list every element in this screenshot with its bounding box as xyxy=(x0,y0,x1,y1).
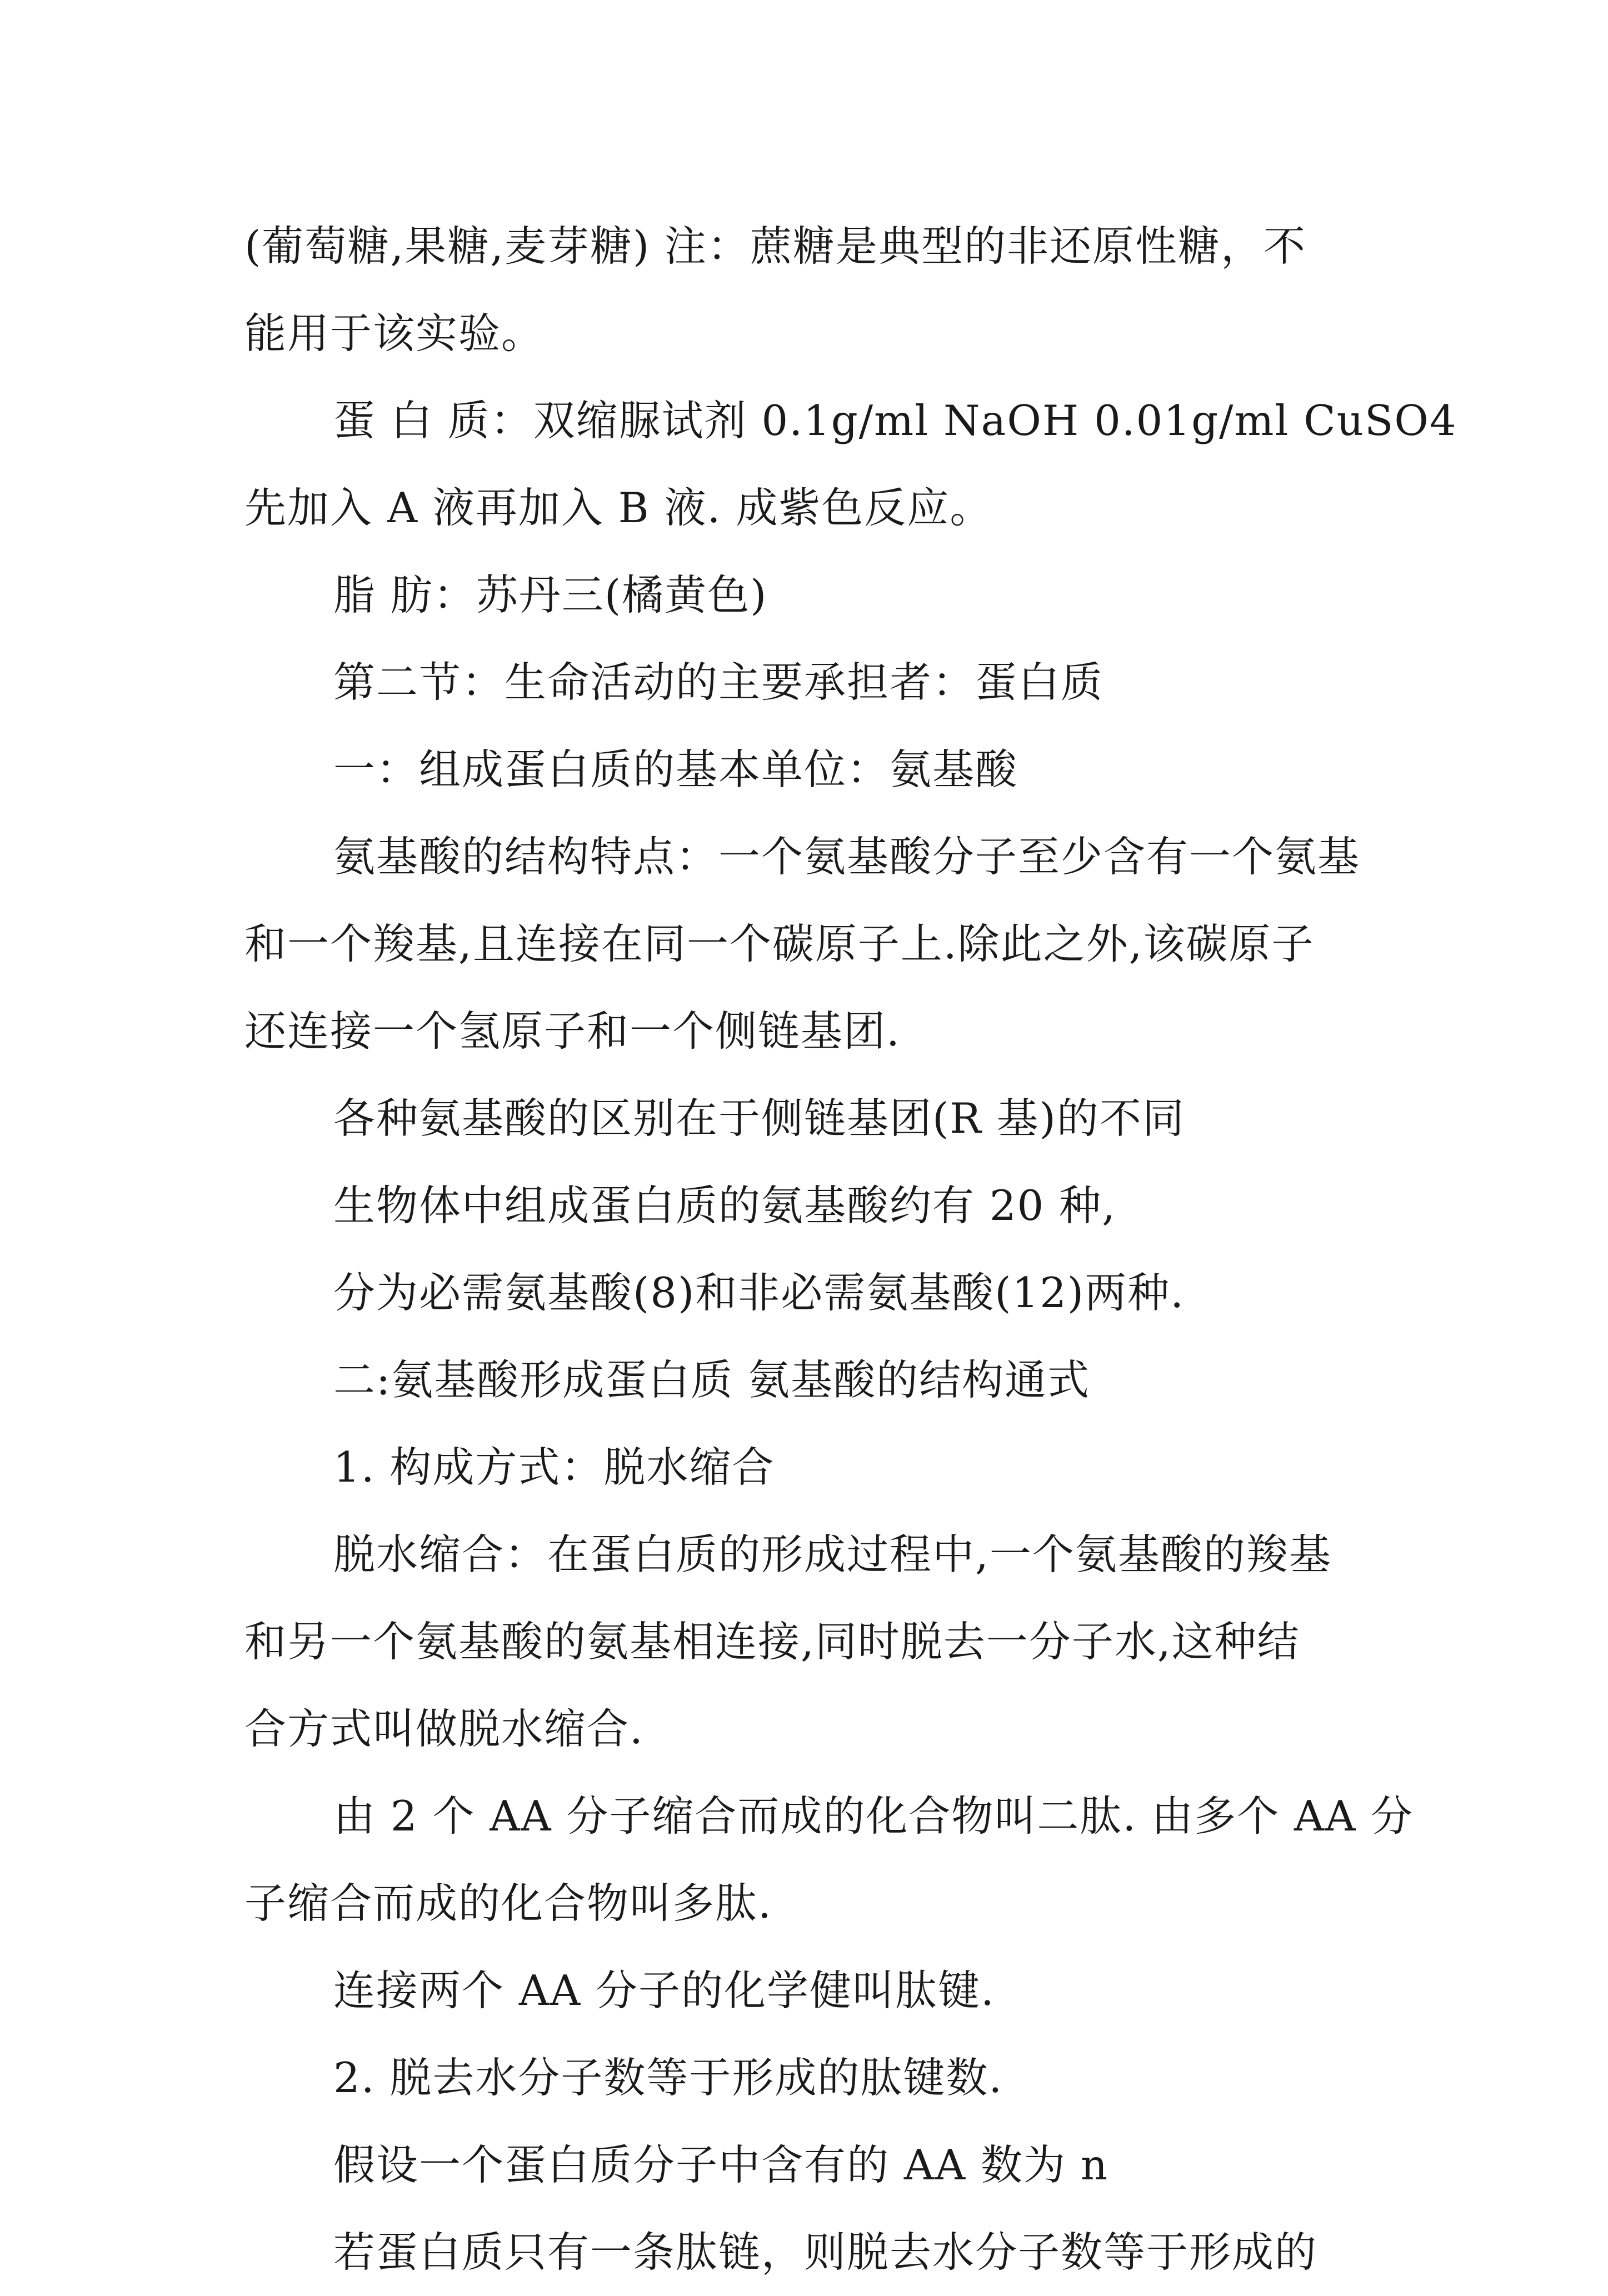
text-line: 和另一个氨基酸的氨基相连接,同时脱去一分子水,这种结 xyxy=(244,1617,1300,1666)
paragraph-reducing-sugar xyxy=(244,203,1361,377)
text-line: 还连接一个氢原子和一个侧链基团. xyxy=(244,1007,901,1056)
text-line: 氨基酸的结构特点：一个氨基酸分子至少含有一个氨基 xyxy=(333,832,1361,881)
paragraph-essential xyxy=(244,1249,1361,1337)
text-line: 分为必需氨基酸(8)和非必需氨基酸(12)两种. xyxy=(333,1268,1185,1317)
document-body xyxy=(244,203,1457,2296)
paragraph-water-count xyxy=(244,2034,1361,2122)
subheading-method xyxy=(244,1424,1361,1511)
paragraph-peptide-bond xyxy=(244,1947,1361,2034)
text-line: 连接两个 AA 分子的化学健叫肽键. xyxy=(333,1966,995,2015)
text-line: 生物体中组成蛋白质的氨基酸约有 20 种, xyxy=(333,1181,1116,1230)
paragraph-structure xyxy=(244,813,1361,1075)
section-heading-2 xyxy=(244,639,1361,726)
paragraph-fat-test xyxy=(244,552,1361,639)
text-line: 先加入 A 液再加入 B 液. 成紫色反应。 xyxy=(244,483,993,532)
text-line: 一：组成蛋白质的基本单位：氨基酸 xyxy=(333,745,1018,794)
text-line: 蛋 白 质：双缩脲试剂 0.1g/ml NaOH 0.01g/ml CuSO4 xyxy=(333,396,1457,445)
text-line: 和一个羧基,且连接在同一个碳原子上.除此之外,该碳原子 xyxy=(244,919,1315,968)
text-line: (葡萄糖,果糖,麦芽糖) 注：蔗糖是典型的非还原性糖，不 xyxy=(244,222,1307,271)
text-line: 脂 肪：苏丹三(橘黄色) xyxy=(333,571,768,619)
text-line: 能用于该实验。 xyxy=(244,309,545,358)
paragraph-r-group xyxy=(244,1075,1361,1162)
paragraph-single-chain xyxy=(244,2209,1361,2296)
paragraph-protein-test xyxy=(244,377,1457,552)
text-line: 脱水缩合：在蛋白质的形成过程中,一个氨基酸的羧基 xyxy=(333,1530,1332,1579)
text-line: 由 2 个 AA 分子缩合而成的化合物叫二肽. 由多个 AA 分 xyxy=(333,1792,1414,1840)
text-line: 二:氨基酸形成蛋白质 氨基酸的结构通式 xyxy=(333,1355,1091,1404)
text-line: 第二节：生命活动的主要承担者：蛋白质 xyxy=(333,658,1104,707)
text-line: 合方式叫做脱水缩合. xyxy=(244,1704,644,1753)
paragraph-peptide xyxy=(244,1773,1414,1947)
text-line: 假设一个蛋白质分子中含有的 AA 数为 n xyxy=(333,2140,1109,2189)
text-line: 2. 脱去水分子数等于形成的肽键数. xyxy=(333,2053,1003,2102)
subheading-formation xyxy=(244,1337,1361,1424)
text-line: 各种氨基酸的区别在于侧链基团(R 基)的不同 xyxy=(333,1094,1185,1143)
paragraph-20-kinds xyxy=(244,1162,1361,1249)
text-line: 若蛋白质只有一条肽链，则脱去水分子数等于形成的 xyxy=(333,2228,1318,2277)
text-line: 1. 构成方式：脱水缩合 xyxy=(333,1443,775,1492)
subheading-amino-acid xyxy=(244,726,1361,813)
paragraph-assume-n xyxy=(244,2122,1361,2209)
text-line: 子缩合而成的化合物叫多肽. xyxy=(244,1879,772,1928)
paragraph-dehydration xyxy=(244,1511,1361,1773)
